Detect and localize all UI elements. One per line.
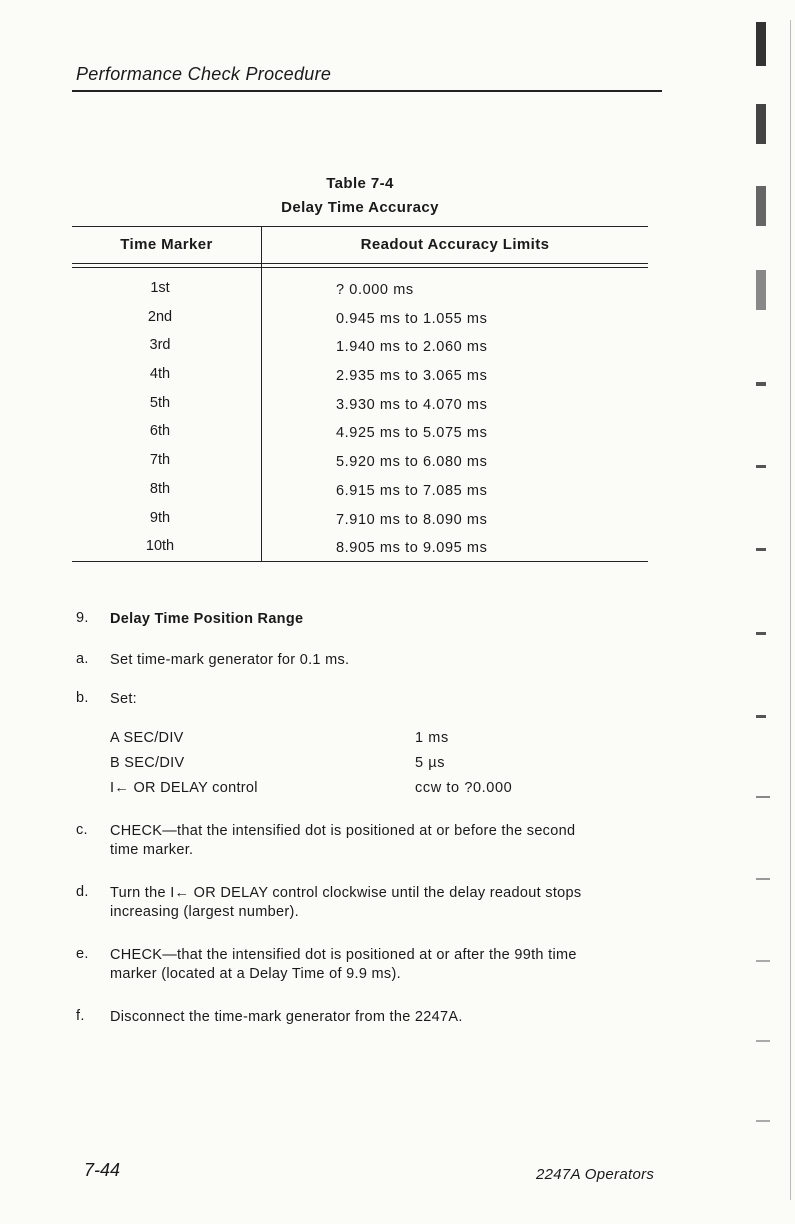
step-label: a.	[76, 651, 89, 667]
index-tab-mark	[756, 960, 770, 962]
column-header-readout-limits: Readout Accuracy Limits	[360, 236, 550, 253]
time-marker-cell: 10th	[145, 538, 175, 555]
accuracy-limits-cell: 7.910 ms to 8.090 ms	[336, 511, 488, 528]
table-row	[72, 479, 648, 508]
step-text: Set time-mark generator for 0.1 ms.	[110, 652, 350, 668]
step-number: 9.	[76, 610, 89, 626]
column-header-time-marker: Time Marker	[120, 236, 213, 253]
step-label: e.	[76, 946, 89, 962]
step-text: Set:	[110, 691, 137, 707]
step-label: d.	[76, 884, 89, 900]
table-row	[72, 278, 648, 307]
accuracy-limits-cell: 1.940 ms to 2.060 ms	[336, 339, 488, 356]
accuracy-limits-cell: ? 0.000 ms	[336, 282, 414, 298]
table-header-rule	[72, 267, 648, 268]
time-marker-cell: 5th	[149, 394, 171, 411]
control-name: I← OR DELAY control	[110, 780, 258, 796]
time-marker-cell: 1st	[150, 280, 170, 296]
step-text-line: Turn the I← OR DELAY control clockwise until the delay readout stops	[110, 885, 582, 901]
step-label: b.	[76, 690, 89, 706]
index-tab-mark	[756, 878, 770, 880]
time-marker-cell: 2nd	[147, 308, 173, 325]
step-text-line: increasing (largest number).	[110, 904, 299, 920]
index-tab-mark	[756, 715, 766, 718]
accuracy-limits-cell: 8.905 ms to 9.095 ms	[336, 540, 488, 557]
time-marker-cell: 8th	[149, 480, 171, 497]
control-value: 1 ms	[415, 730, 449, 746]
step-text	[110, 946, 670, 984]
step-text	[110, 822, 670, 860]
accuracy-limits-cell: 4.925 ms to 5.075 ms	[336, 425, 488, 442]
setting-row	[110, 730, 670, 755]
index-tab-mark	[756, 1040, 770, 1042]
index-tab-mark	[756, 465, 766, 468]
manual-title: 2247A Operators	[536, 1166, 655, 1183]
table-row	[72, 335, 648, 364]
table-caption	[60, 172, 660, 220]
index-tab-mark	[756, 186, 766, 226]
step-text: Disconnect the time-mark generator from the 2247A.	[110, 1009, 463, 1025]
header-rule	[72, 90, 662, 92]
index-tab-mark	[756, 382, 766, 386]
accuracy-limits-cell: 2.935 ms to 3.065 ms	[336, 368, 488, 385]
time-marker-cell: 4th	[149, 366, 171, 383]
control-value: ccw to ?0.000	[415, 780, 513, 796]
table-row	[72, 307, 648, 336]
control-name: A SEC/DIV	[110, 730, 184, 746]
table-row	[72, 508, 648, 537]
time-marker-cell: 7th	[149, 452, 171, 469]
index-tab-mark	[756, 632, 766, 635]
table-body	[72, 278, 648, 565]
table-row	[72, 536, 648, 565]
setting-row	[110, 755, 670, 780]
step-text	[110, 884, 670, 922]
step-text-line: time marker.	[110, 842, 194, 858]
step-label: c.	[76, 822, 88, 838]
delay-time-accuracy-table	[72, 226, 648, 562]
index-tab-mark	[756, 22, 766, 66]
table-number: Table 7-4	[326, 175, 394, 192]
time-marker-cell: 9th	[149, 509, 171, 526]
step-label: f.	[76, 1008, 85, 1024]
table-row	[72, 450, 648, 479]
table-top-rule	[72, 226, 648, 227]
step-text-line: CHECK—that the intensified dot is positioned at or after the 99th time	[110, 947, 577, 963]
page-number: 7-44	[84, 1160, 121, 1180]
time-marker-cell: 3rd	[149, 337, 171, 354]
accuracy-limits-cell: 3.930 ms to 4.070 ms	[336, 396, 488, 413]
step-text-line: CHECK—that the intensified dot is positioned at or before the second	[110, 823, 576, 839]
accuracy-limits-cell: 6.915 ms to 7.085 ms	[336, 482, 488, 499]
step-text-line: marker (located at a Delay Time of 9.9 ms).	[110, 966, 401, 982]
index-tab-mark	[756, 548, 766, 551]
accuracy-limits-cell: 5.920 ms to 6.080 ms	[336, 454, 488, 471]
page-edge	[790, 20, 791, 1200]
table-header-rule	[72, 263, 648, 264]
table-row	[72, 364, 648, 393]
running-header: Performance Check Procedure	[76, 64, 332, 84]
index-tab-mark	[756, 1120, 770, 1122]
time-marker-cell: 6th	[149, 423, 171, 440]
table-title: Delay Time Accuracy	[281, 199, 439, 216]
setting-row	[110, 780, 670, 805]
control-name: B SEC/DIV	[110, 755, 185, 771]
accuracy-limits-cell: 0.945 ms to 1.055 ms	[336, 310, 488, 327]
table-row	[72, 421, 648, 450]
control-value: 5 µs	[415, 755, 446, 771]
index-tab-mark	[756, 104, 766, 144]
step-title: Delay Time Position Range	[110, 611, 304, 627]
thumb-index-edge	[748, 0, 795, 1224]
table-row	[72, 393, 648, 422]
index-tab-mark	[756, 796, 770, 798]
control-settings-list	[110, 730, 670, 805]
index-tab-mark	[756, 270, 766, 310]
